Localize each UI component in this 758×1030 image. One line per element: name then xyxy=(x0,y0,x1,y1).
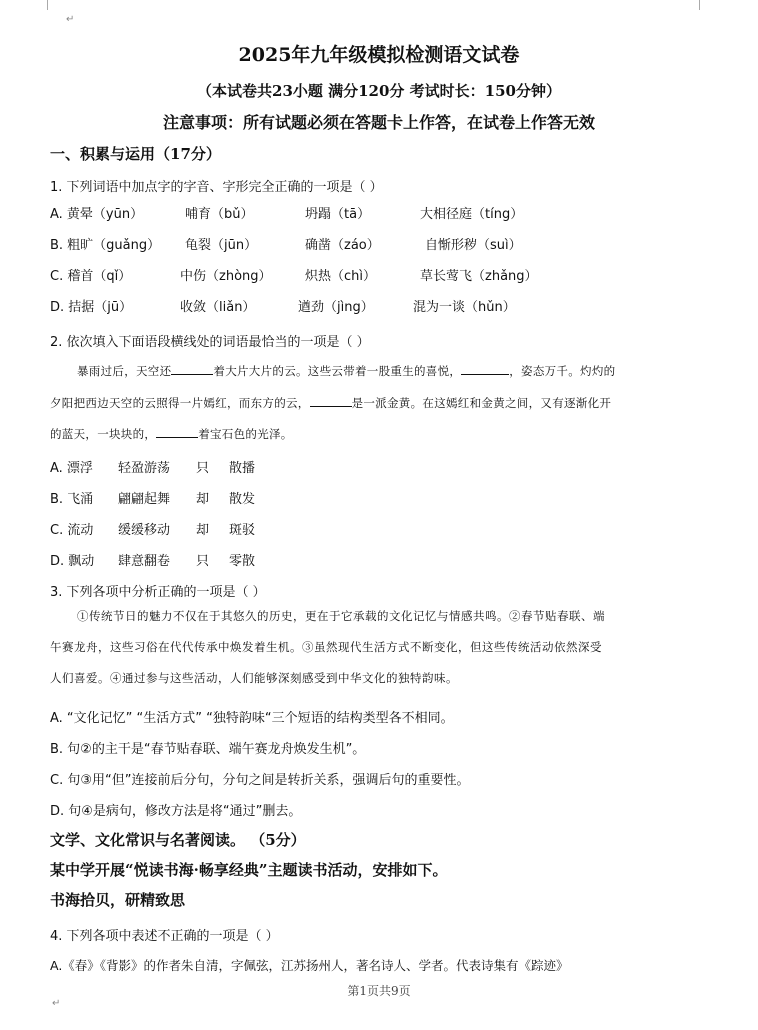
q2-passage-line-1 xyxy=(77,362,615,379)
q1-option-b-1: B. 粗旷（guǎng） xyxy=(50,238,161,253)
q2-blank-4 xyxy=(156,425,198,438)
q1-option-a-3: 坍蹋（tā） xyxy=(305,207,371,222)
exam-notice: 注意事项：所有试题必须在答题卡上作答，在试卷上作答无效 xyxy=(162,113,595,132)
section-heading-1: 一、积累与运用（17分） xyxy=(50,145,221,163)
q1-option-b-2: 龟裂（jūn） xyxy=(185,238,258,253)
q3-option-d: D. 句④是病句，修改方法是将“通过”删去。 xyxy=(50,804,302,819)
q2-text: 的蓝天，一块块的， xyxy=(50,427,157,441)
paragraph-mark: ↵ xyxy=(52,998,61,1009)
q2-text: 夕阳把西边天空的云照得一片嫣红，而东方的云， xyxy=(50,396,310,410)
q2-option-a-2: 轻盈游荡 xyxy=(118,461,171,476)
question-2-stem: 2. 依次填入下面语段横线处的词语最恰当的一项是（ ） xyxy=(50,335,370,350)
q1-option-a-1: A. 黄晕（yūn） xyxy=(50,207,144,222)
q2-option-b-1: B. 飞涌 xyxy=(50,492,94,507)
question-4-stem: 4. 下列各项中表述不正确的一项是（ ） xyxy=(50,929,279,944)
q1-option-d-2: 收敛（liǎn） xyxy=(180,300,256,315)
q2-option-b-2: 翩翩起舞 xyxy=(118,492,171,507)
q2-option-c-4: 斑驳 xyxy=(229,523,256,538)
q1-option-c-4: 草长莺飞（zhǎng） xyxy=(420,269,538,284)
q1-option-d-3: 遒劲（jìng） xyxy=(298,300,374,315)
question-3-stem: 3. 下列各项中分析正确的一项是（ ） xyxy=(50,585,266,600)
q1-option-c-1: C. 稽首（qǐ） xyxy=(50,269,132,284)
section-heading-2: 文学、文化常识与名著阅读。 （5分） xyxy=(50,831,306,849)
q2-option-a-4: 散播 xyxy=(229,461,256,476)
q2-option-d-4: 零散 xyxy=(229,554,256,569)
q1-option-c-2: 中伤（zhòng） xyxy=(180,269,272,284)
q3-passage-line-2: 午赛龙舟，这些习俗在代代传承中焕发着生机。③虽然现代生活方式不断变化，但这些传统活动依然深受 xyxy=(50,640,602,654)
q2-passage-line-2 xyxy=(50,394,611,411)
q2-blank-1 xyxy=(171,362,213,375)
q2-passage-line-3 xyxy=(50,425,293,442)
q2-option-d-2: 肆意翻卷 xyxy=(118,554,171,569)
q1-option-b-4: 自惭形秽（suì） xyxy=(425,238,522,253)
q2-option-c-1: C. 流动 xyxy=(50,523,94,538)
q2-option-a-3: 只 xyxy=(196,461,210,476)
q1-option-d-4: 混为一谈（hǔn） xyxy=(413,300,516,315)
activity-intro: 某中学开展“悦读书海·畅享经典”主题读书活动，安排如下。 xyxy=(50,861,448,879)
q2-text: 暴雨过后，天空还 xyxy=(77,364,172,378)
q3-option-b: B. 句②的主干是“春节贴春联、端午赛龙舟焕发生机”。 xyxy=(50,742,366,757)
q1-option-b-3: 确凿（záo） xyxy=(305,238,380,253)
q3-passage-line-1: ①传统节日的魅力不仅在于其悠久的历史，更在于它承载的文化记忆与情感共鸣。②春节贴春联、端 xyxy=(77,609,605,623)
page-number: 第1页共9页 xyxy=(347,984,411,998)
q1-option-a-4: 大相径庭（tíng） xyxy=(420,207,524,222)
activity-subheading: 书海拾贝，研精致思 xyxy=(50,891,186,909)
q2-text: ，姿态万千。灼灼的 xyxy=(509,364,616,378)
exam-title: 2025年九年级模拟检测语文试卷 xyxy=(238,44,520,66)
q2-option-c-3: 却 xyxy=(196,523,210,538)
q2-option-a-1: A. 漂浮 xyxy=(50,461,93,476)
q3-option-a: A. “文化记忆” “生活方式” “独特韵味“三个短语的结构类型各不相同。 xyxy=(50,711,454,726)
q2-blank-2 xyxy=(461,362,509,375)
q2-text: 着大片大片的云。这些云带着一股重生的喜悦， xyxy=(213,364,462,378)
q1-option-c-3: 炽热（chì） xyxy=(305,269,376,284)
q2-option-c-2: 缓缓移动 xyxy=(118,523,171,538)
exam-info: （本试卷共23小题 满分120分 考试时长：150分钟） xyxy=(197,82,561,100)
q2-option-b-4: 散发 xyxy=(229,492,256,507)
q3-option-c: C. 句③用“但”连接前后分句，分句之间是转折关系，强调后句的重要性。 xyxy=(50,773,470,788)
q2-text: 着宝石色的光泽。 xyxy=(198,427,293,441)
q1-option-d-1: D. 拮据（jū） xyxy=(50,300,133,315)
q3-passage-line-3: 人们喜爱。④通过参与这些活动，人们能够深刻感受到中华文化的独特韵味。 xyxy=(50,671,458,685)
paragraph-mark: ↵ xyxy=(66,14,75,25)
page-corner-mark-right xyxy=(699,0,700,10)
q4-option-a: A.《春》《背影》的作者朱自清，字佩弦，江苏扬州人，著名诗人、学者。代表诗集有《踪迹》 xyxy=(50,958,569,973)
q1-option-a-2: 哺育（bǔ） xyxy=(185,207,254,222)
q2-text: 是一派金黄。在这嫣红和金黄之间，又有逐渐化开 xyxy=(351,396,612,410)
page-corner-mark-left xyxy=(47,0,48,10)
q2-option-d-3: 只 xyxy=(196,554,210,569)
question-1-stem: 1. 下列词语中加点字的字音、字形完全正确的一项是（ ） xyxy=(50,180,383,195)
q2-option-b-3: 却 xyxy=(196,492,210,507)
q2-blank-3 xyxy=(310,394,352,407)
q2-option-d-1: D. 飘动 xyxy=(50,554,95,569)
